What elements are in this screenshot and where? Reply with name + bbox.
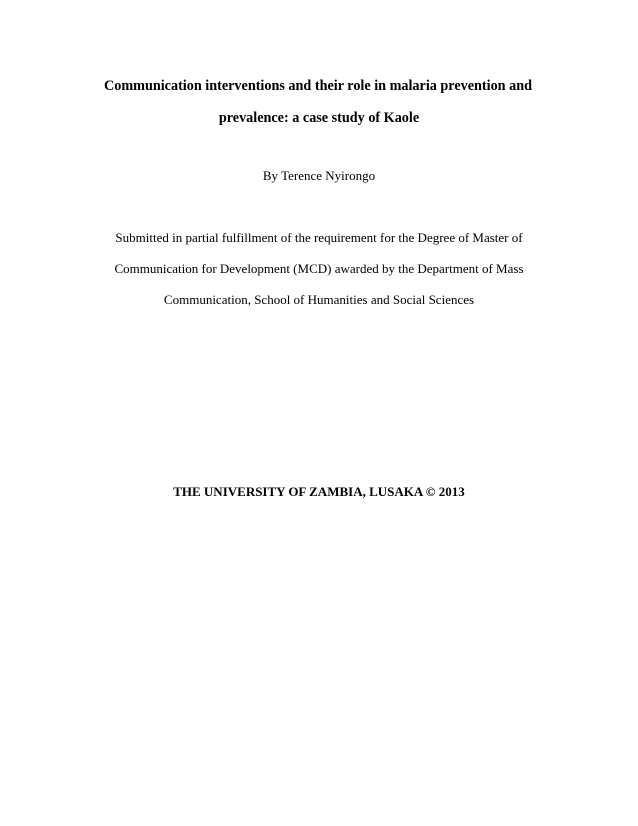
title-line-2: prevalence: a case study of Kaole <box>218 110 420 126</box>
submission-line-2: Communication for Development (MCD) awarded by the Department of Mass <box>114 261 524 276</box>
submission-line-3: Communication, School of Humanities and Social Sciences <box>163 292 475 307</box>
title-line-1: Communication interventions and their role in malaria prevention and <box>103 78 532 94</box>
submission-line-1: Submitted in partial fulfillment of the requirement for the Degree of Master of <box>115 230 523 245</box>
author-line: By Terence Nyirongo <box>262 168 376 183</box>
institution-line: THE UNIVERSITY OF ZAMBIA, LUSAKA © 2013 <box>173 484 465 499</box>
